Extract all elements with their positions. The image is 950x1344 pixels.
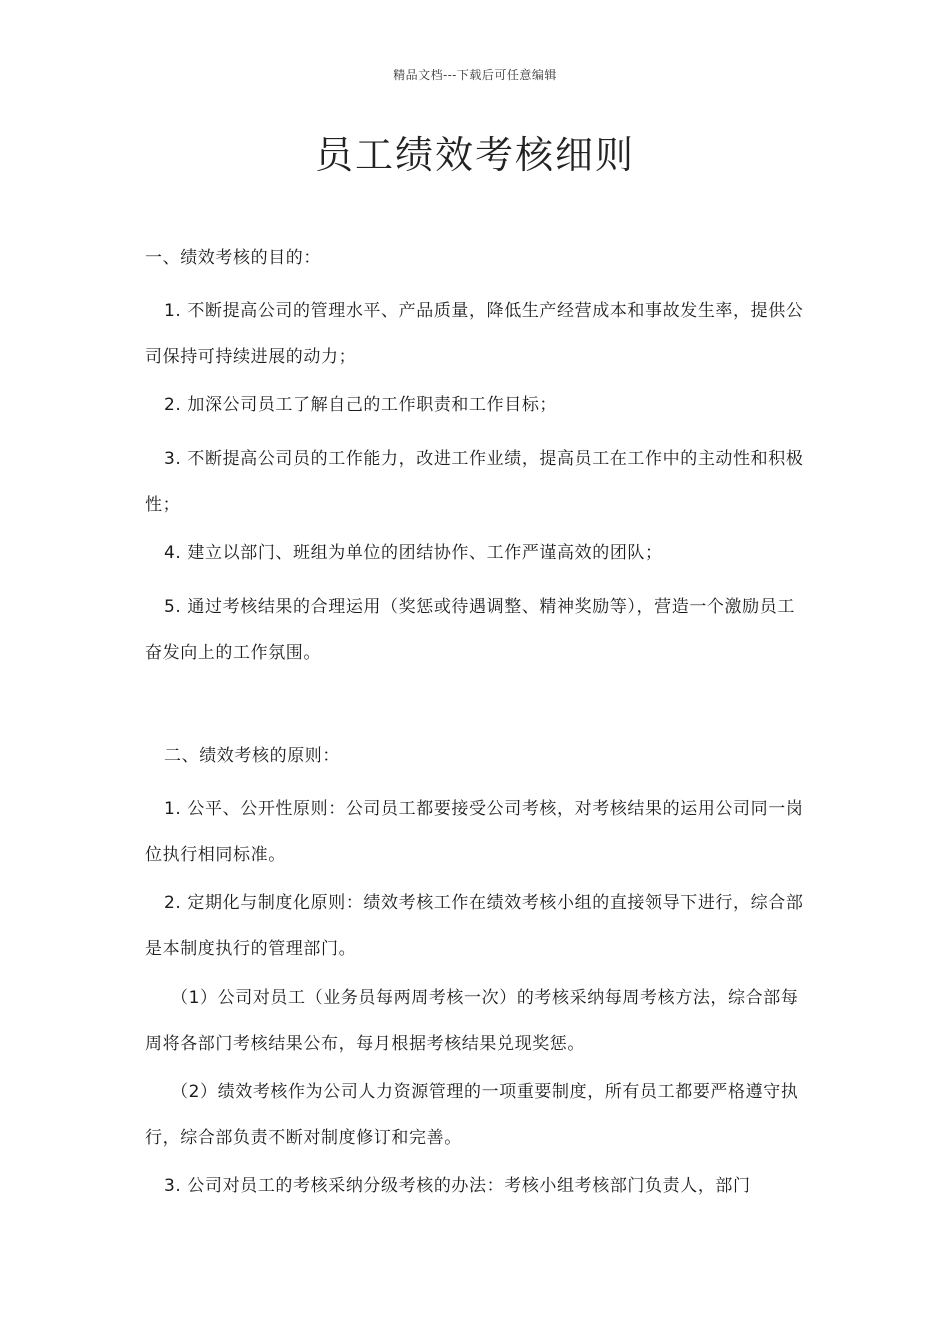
principle-item-3: 3. 公司对员工的考核采纳分级考核的办法：考核小组考核部门负责人，部门: [164, 1176, 751, 1196]
purpose-item-3: 3. 不断提高公司员的工作能力，改进工作业绩，提高员工在工作中的主动性和积极性；: [145, 449, 804, 515]
purpose-item-1: 1. 不断提高公司的管理水平、产品质量，降低生产经营成本和事故发生率，提供公司保持可持续进展的动力；: [145, 301, 804, 367]
section-heading-principles: 二、绩效考核的原则：: [164, 746, 340, 766]
principle-subitem-1: （1）公司对员工（业务员每两周考核一次）的考核采纳每周考核方法，综合部每周将各部门考核结果公布，每月根据考核结果兑现奖惩。: [145, 988, 799, 1054]
principle-item-1: 1. 公平、公开性原则：公司员工都要接受公司考核，对考核结果的运用公司同一岗位执行相同标准。: [145, 799, 804, 865]
section-heading-purpose: 一、绩效考核的目的：: [145, 248, 321, 268]
purpose-item-4: 4. 建立以部门、班组为单位的团结协作、工作严谨高效的团队；: [164, 543, 663, 563]
purpose-item-5: 5. 通过考核结果的合理运用（奖惩或待遇调整、精神奖励等），营造一个激励员工奋发向上的工作氛围。: [145, 597, 795, 663]
principle-item-2: 2. 定期化与制度化原则：绩效考核工作在绩效考核小组的直接领导下进行，综合部是本制度执行的管理部门。: [145, 893, 804, 959]
principle-subitem-2: （2）绩效考核作为公司人力资源管理的一项重要制度，所有员工都要严格遵守执行，综合部负责不断对制度修订和完善。: [145, 1082, 799, 1148]
purpose-item-2: 2. 加深公司员工了解自己的工作职责和工作目标；: [164, 395, 558, 415]
document-title: 员工绩效考核细则: [314, 133, 635, 177]
header-note: 精品文档---下载后可任意编辑: [393, 68, 557, 82]
